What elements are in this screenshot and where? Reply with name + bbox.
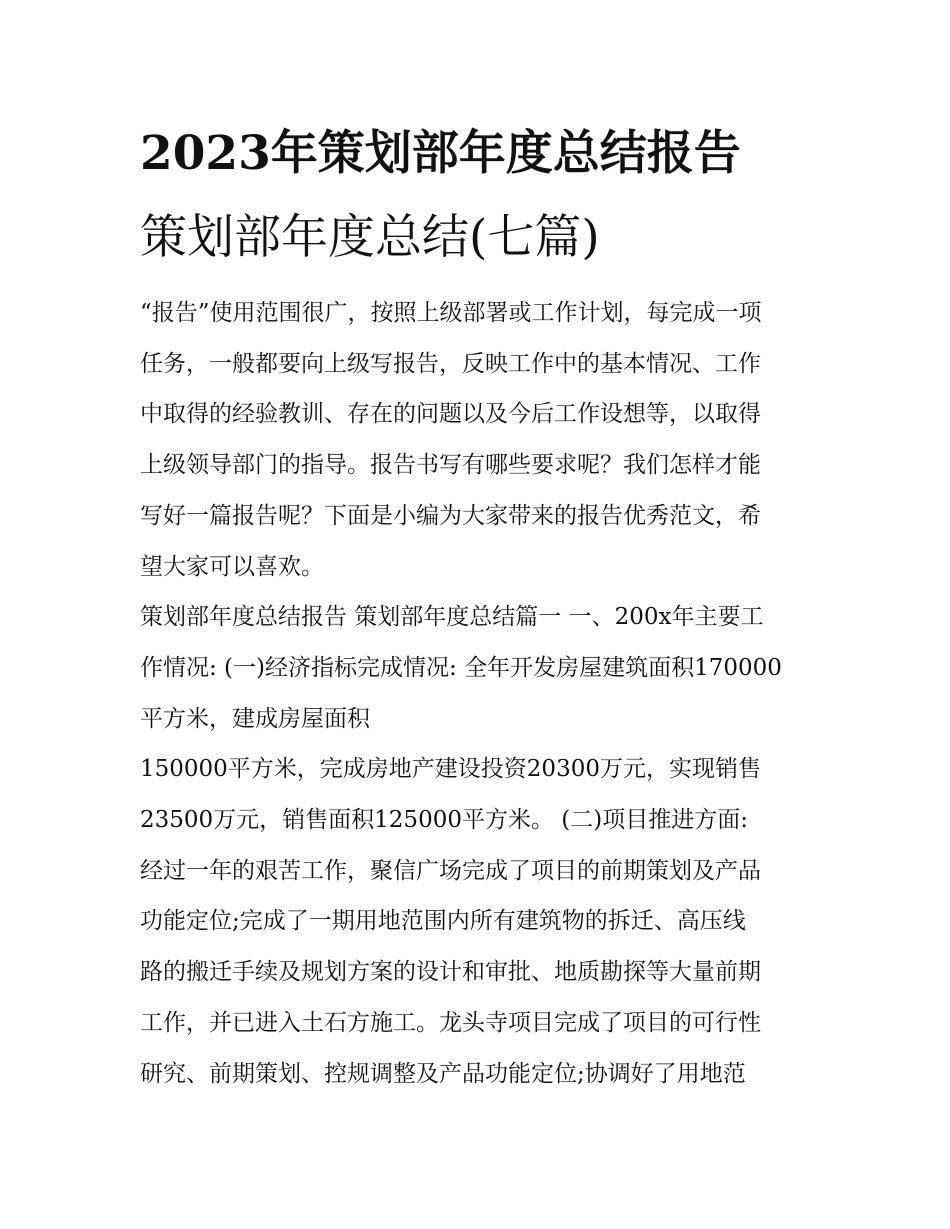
body-line: 写好一篇报告呢？下面是小编为大家带来的报告优秀范文，希 — [140, 502, 761, 529]
body-line: 经过一年的艰苦工作，聚信广场完成了项目的前期策划及产品 — [140, 857, 761, 884]
body-line: 平方米，建成房屋面积 — [140, 705, 370, 732]
body-line: “报告”使用范围很广，按照上级部署或工作计划，每完成一项 — [140, 300, 762, 326]
body-line: 任务，一般都要向上级写报告，反映工作中的基本情况、工作 — [140, 350, 761, 377]
body-line: 作情况: (一)经济指标完成情况: 全年开发房屋建筑面积170000 — [140, 654, 782, 681]
body-line: 工作，并已进入土石方施工。龙头寺项目完成了项目的可行性 — [140, 1009, 761, 1036]
body-line: 研究、前期策划、控规调整及产品功能定位;协调好了用地范 — [140, 1060, 746, 1087]
body-line: 23500万元，销售面积125000平方米。 (二)项目推进方面: — [140, 807, 748, 834]
document-page — [140, 112, 820, 1099]
body-line: 望大家可以喜欢。 — [140, 553, 324, 580]
document-title: 2023年策划部年度总结报告 — [140, 126, 741, 181]
body-line: 上级领导部门的指导。报告书写有哪些要求呢？我们怎样才能 — [140, 452, 761, 479]
body-line: 150000平方米，完成房地产建设投资20300万元，实现销售 — [140, 756, 761, 783]
body-line: 路的搬迁手续及规划方案的设计和审批、地质勘探等大量前期 — [140, 959, 761, 986]
body-line: 策划部年度总结报告 策划部年度总结篇一 一、200x年主要工 — [140, 604, 764, 631]
document-subtitle: 策划部年度总结(七篇) — [140, 210, 600, 265]
body-line: 中取得的经验教训、存在的问题以及今后工作设想等，以取得 — [140, 401, 761, 428]
document-body — [140, 288, 820, 1099]
body-line: 功能定位;完成了一期用地范围内所有建筑物的拆迁、高压线 — [140, 908, 746, 935]
